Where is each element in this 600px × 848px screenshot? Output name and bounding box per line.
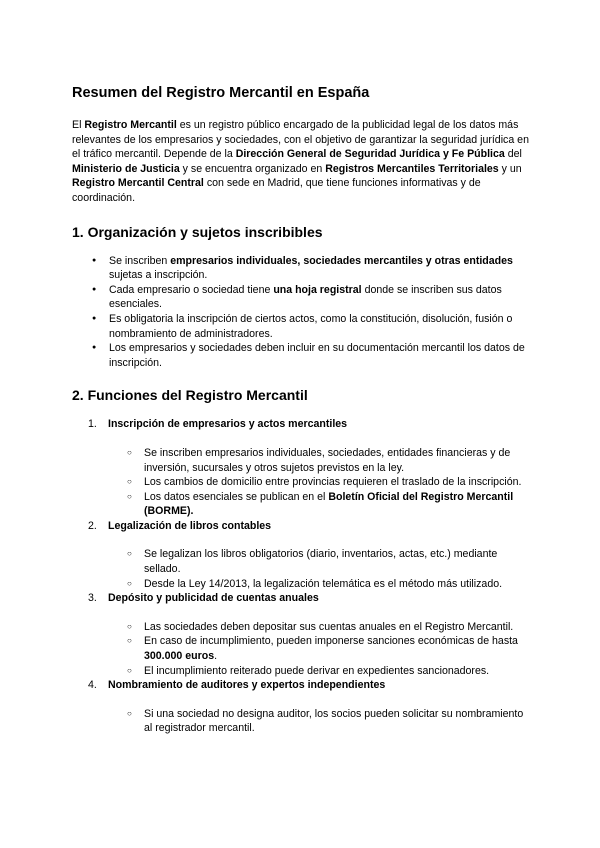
item-number: 4.	[88, 679, 97, 692]
sub-list-item	[144, 490, 532, 519]
text-run: Se legalizan los libros obligatorios (diario, inventarios, actas, etc.) mediante sellado.	[144, 548, 498, 576]
sub-list-item	[144, 475, 532, 490]
sub-list-item	[144, 446, 532, 475]
numbered-item	[88, 519, 532, 591]
text-run: Los datos esenciales se publican en el	[144, 490, 329, 503]
sub-list-item	[144, 707, 532, 736]
text-run: donde se inscriben sus datos esenciales.	[109, 283, 502, 311]
sub-list	[108, 707, 532, 736]
section-1-list	[72, 254, 532, 371]
bold-text: una hoja registral	[273, 283, 362, 296]
text-run: es un registro público encargado de la publicidad legal de los datos más relevantes de los empresarios y sociedades, con el objetivo de garantizar la seguridad jurídica en el tráfico mercantil. Depende de la	[72, 119, 529, 161]
text-run: y se encuentra organizado en	[179, 162, 326, 175]
text-run: del	[504, 148, 522, 161]
sub-list-item	[144, 547, 532, 576]
bold-text: empresarios individuales, sociedades mercantiles y otras entidades	[170, 254, 513, 267]
text-run: con sede en Madrid, que tiene funciones informativas y de coordinación.	[72, 177, 481, 204]
text-run: Desde la Ley 14/2013, la legalización telemática es el método más utilizado.	[144, 577, 503, 590]
document-page	[72, 84, 532, 736]
item-number: 1.	[88, 418, 97, 431]
sub-list-item	[144, 577, 532, 592]
text-run: .	[214, 650, 218, 663]
text-run: Se inscriben	[109, 254, 171, 267]
bold-text: Ministerio de Justicia	[72, 162, 180, 175]
item-heading: Inscripción de empresarios y actos mercantiles	[108, 418, 348, 431]
bold-text: Registros Mercantiles Territoriales	[325, 162, 499, 175]
sub-list	[108, 547, 532, 591]
sub-list	[108, 620, 532, 678]
item-heading: Depósito y publicidad de cuentas anuales	[108, 592, 319, 605]
text-run: El incumplimiento reiterado puede derivar en expedientes sancionadores.	[144, 664, 490, 677]
intro-paragraph	[72, 118, 532, 206]
section-1-heading: 1. Organización y sujetos inscribibles	[72, 223, 323, 240]
bold-text: Registro Mercantil	[84, 119, 177, 131]
sub-list-item	[144, 620, 532, 635]
sub-list	[108, 446, 532, 519]
item-heading: Legalización de libros contables	[108, 519, 272, 532]
text-run: Si una sociedad no designa auditor, los socios pueden solicitar su nombramiento al registrador mercantil.	[144, 707, 524, 735]
text-run: Es obligatoria la inscripción de ciertos actos, como la constitución, disolución, fusión o nombramiento de administradores.	[109, 312, 513, 340]
text-run: sujetas a inscripción.	[109, 269, 208, 282]
text-run: Los empresarios y sociedades deben incluir en su documentación mercantil los datos de inscripción.	[109, 342, 525, 369]
sub-list-item	[144, 664, 532, 679]
bold-text: Boletín Oficial del Registro Mercantil (BORME).	[144, 490, 514, 518]
text-run: Se inscriben empresarios individuales, sociedades, entidades financieras y de inversión, sucursales y otros sujetos previstos en la ley.	[144, 446, 511, 474]
text-run: Cada empresario o sociedad tiene	[109, 283, 274, 296]
page-title: Resumen del Registro Mercantil en España	[72, 85, 370, 101]
section-2-heading: 2. Funciones del Registro Mercantil	[72, 387, 308, 404]
list-item	[109, 254, 532, 283]
bold-text: Registro Mercantil Central	[72, 177, 204, 190]
bold-text: Dirección General de Seguridad Jurídica y Fe Pública	[235, 148, 505, 161]
sub-list-item	[144, 634, 532, 663]
item-heading: Nombramiento de auditores y expertos independientes	[108, 679, 386, 692]
numbered-item	[88, 591, 532, 678]
text-run: El	[72, 119, 85, 131]
list-item	[109, 341, 532, 370]
text-run: Las sociedades deben depositar sus cuentas anuales en el Registro Mercantil.	[144, 620, 514, 633]
text-run: y un	[498, 162, 522, 175]
text-run: Los cambios de domicilio entre provincias requieren el traslado de la inscripción.	[144, 476, 522, 489]
list-item	[109, 283, 532, 312]
numbered-item	[88, 678, 532, 736]
bold-text: 300.000 euros	[144, 650, 215, 663]
list-item	[109, 312, 532, 341]
item-number: 2.	[88, 519, 97, 532]
item-number: 3.	[88, 592, 97, 605]
text-run: En caso de incumplimiento, pueden imponerse sanciones económicas de hasta	[144, 635, 518, 648]
section-2-list	[72, 417, 532, 736]
numbered-item	[88, 417, 532, 519]
